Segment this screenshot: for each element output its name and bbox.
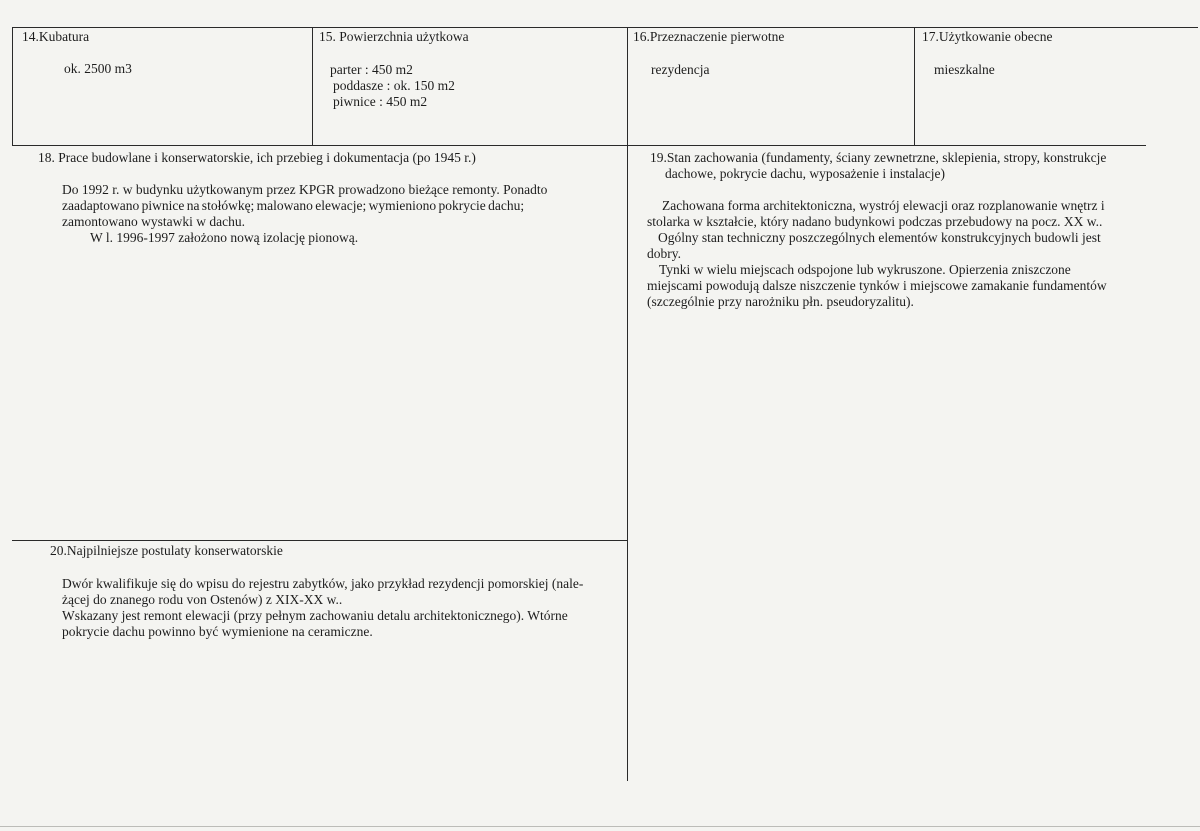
- section20-top-border: [12, 540, 627, 541]
- divider-14-15: [312, 27, 313, 146]
- section19-line: miejscami powodują dalsze niszczenie tynków i miejscowe zamakanie fundamentów: [647, 278, 1107, 293]
- section19-line: Zachowana forma architektoniczna, wystrój elewacji oraz rozplanowanie wnętrz i: [662, 198, 1105, 213]
- section15-label: 15. Powierzchnia użytkowa: [319, 29, 469, 44]
- section15-line: poddasze : ok. 150 m2: [333, 78, 455, 93]
- bottom-shadow: [0, 826, 1200, 827]
- section20-line: Wskazany jest remont elewacji (przy pełnym zachowaniu detalu architektonicznego). Wtórne: [62, 608, 568, 623]
- section17-value: mieszkalne: [934, 62, 995, 77]
- section17-label: 17.Użytkowanie obecne: [922, 29, 1053, 44]
- section18-line: zaadaptowano piwnice na stołówkę; malowano elewacje; wymieniono pokrycie dachu;: [62, 198, 525, 213]
- section16-label: 16.Przeznaczenie pierwotne: [633, 29, 785, 44]
- section19-line: Tynki w wielu miejscach odspojone lub wykruszone. Opierzenia zniszczone: [659, 262, 1071, 277]
- section20-line: Dwór kwalifikuje się do wpisu do rejestru zabytków, jako przykład rezydencji pomorskiej (nale-: [62, 576, 584, 591]
- section20-line: żącej do znanego rodu von Ostenów) z XIX-XX w..: [62, 592, 343, 607]
- top-border: [12, 27, 1198, 28]
- section19-line: stolarka w kształcie, który nadano budynkowi podczas przebudowy na pocz. XX w..: [647, 214, 1103, 229]
- section19-line: dobry.: [647, 246, 681, 261]
- section15-line: parter : 450 m2: [330, 62, 413, 77]
- section18-line: Do 1992 r. w budynku użytkowanym przez KPGR prowadzono bieżące remonty. Ponadto: [62, 182, 548, 197]
- row1-bottom-border: [12, 145, 1146, 146]
- section20-label: 20.Najpilniejsze postulaty konserwatorskie: [50, 543, 283, 558]
- divider-16-17: [914, 27, 915, 146]
- section18-label: 18. Prace budowlane i konserwatorskie, ich przebieg i dokumentacja (po 1945 r.): [38, 150, 476, 165]
- section20-line: pokrycie dachu powinno być wymienione na ceramiczne.: [62, 624, 373, 639]
- left-border-row1: [12, 27, 13, 146]
- section18-line: zamontowano wystawki w dachu.: [62, 214, 245, 229]
- section19-label-continued: dachowe, pokrycie dachu, wyposażenie i instalacje): [665, 166, 946, 181]
- section15-line: piwnice : 450 m2: [333, 94, 428, 109]
- section18-line: W l. 1996-1997 założono nową izolację pionową.: [90, 230, 359, 245]
- divider-15-16: [627, 27, 628, 781]
- section16-value: rezydencja: [651, 62, 710, 77]
- section19-line: (szczególnie przy narożniku płn. pseudoryzalitu).: [647, 294, 914, 309]
- section14-label: 14.Kubatura: [22, 29, 90, 44]
- section14-value: ok. 2500 m3: [64, 61, 132, 76]
- section19-label: 19.Stan zachowania (fundamenty, ściany zewnetrzne, sklepienia, stropy, konstrukcje: [650, 150, 1107, 165]
- section19-line: Ogólny stan technicznу poszczególnych elementów konstrukcyjnych budowli jest: [658, 230, 1101, 245]
